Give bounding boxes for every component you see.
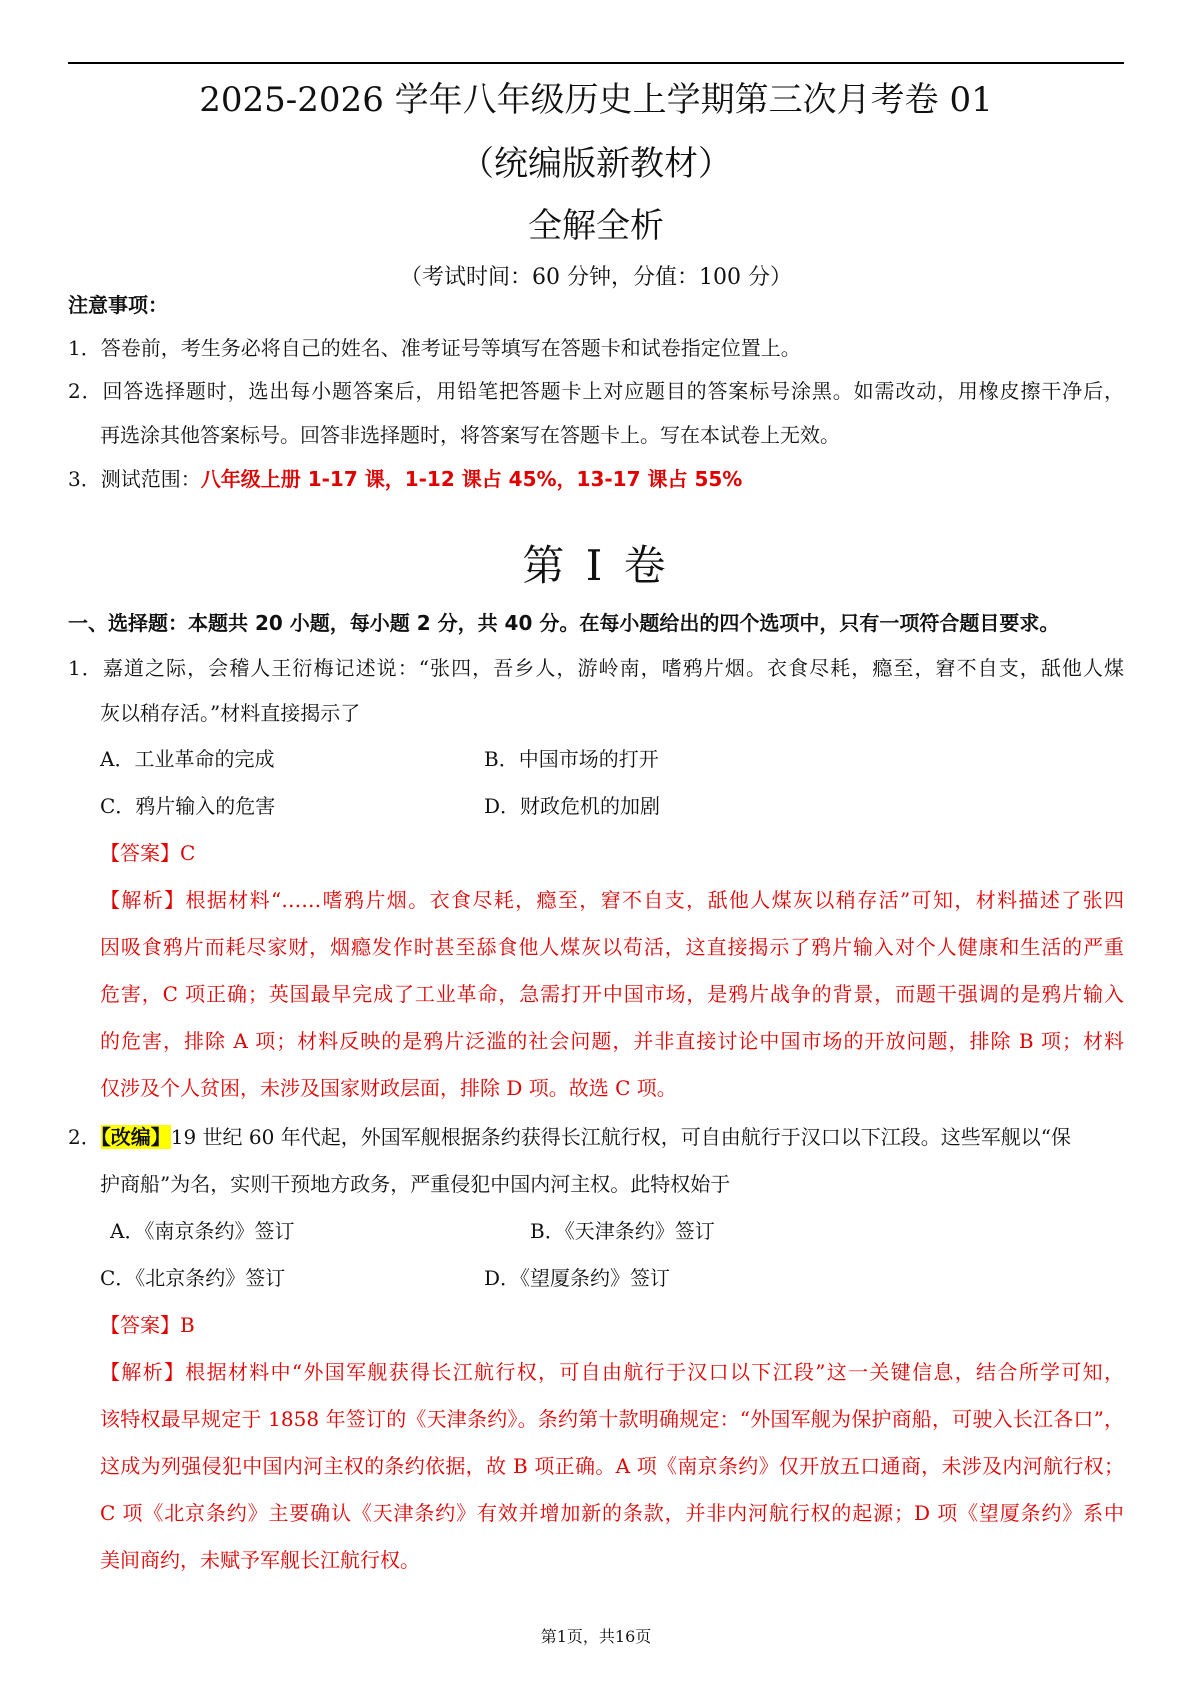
q1-stem-line-2: 灰以稍存活。”材料直接揭示了 bbox=[100, 701, 361, 725]
q1-analysis-line-4: 的危害，排除 A 项；材料反映的是鸦片泛滥的社会问题，并非直接讨论中国市场的开放问题，排除 B 项；材料 bbox=[100, 1029, 1124, 1053]
q1-option-a: A．工业革命的完成 bbox=[100, 747, 275, 771]
notice-item-3 bbox=[68, 464, 1124, 494]
volume-title: 第 I 卷 bbox=[522, 541, 670, 590]
q2-adapted-tag: 【改编】 bbox=[100, 1125, 171, 1149]
q2-option-d: D．《望厦条约》签订 bbox=[484, 1266, 671, 1290]
notice-item-3-prefix: 3．测试范围： bbox=[68, 467, 201, 491]
q1-answer: 【答案】C bbox=[100, 841, 196, 865]
q1-analysis-line-3: 危害，C 项正确；英国最早完成了工业革命，急需打开中国市场，是鸦片战争的背景，而题干强调的是鸦片输入 bbox=[100, 982, 1124, 1006]
q2-stem-text: 19 世纪 60 年代起，外国军舰根据条约获得长江航行权，可自由航行于汉口以下江段。这些军舰以“保 bbox=[170, 1125, 1071, 1149]
q1-option-b: B．中国市场的打开 bbox=[484, 747, 659, 771]
notice-item-1: 1．答卷前，考生务必将自己的姓名、准考证号等填写在答题卡和试卷指定位置上。 bbox=[68, 336, 801, 360]
q1-stem-line-1: 1．嘉道之际，会稽人王衍梅记述说：“张四，吾乡人，游岭南，嗜鸦片烟。衣食尽耗，瘾至，窘不自支，舐他人煤 bbox=[68, 656, 1124, 680]
test-range: 八年级上册 1-17 课，1-12 课占 45%，13-17 课占 55% bbox=[200, 467, 743, 491]
exam-info: （考试时间：60 分钟，分值：100 分） bbox=[400, 265, 792, 290]
q1-option-c: C．鸦片输入的危害 bbox=[100, 794, 276, 818]
analysis-title: 全解全析 bbox=[528, 206, 664, 246]
header-rule bbox=[68, 62, 1124, 64]
notice-item-2-line-1: 2．回答选择题时，选出每小题答案后，用铅笔把答题卡上对应题目的答案标号涂黑。如需改动，用橡皮擦干净后， bbox=[68, 379, 1124, 403]
q1-analysis-line-2: 因吸食鸦片而耗尽家财，烟瘾发作时甚至舔食他人煤灰以苟活，这直接揭示了鸦片输入对个人健康和生活的严重 bbox=[100, 935, 1124, 959]
section-instructions: 一、选择题：本题共 20 小题，每小题 2 分，共 40 分。在每小题给出的四个选项中，只有一项符合题目要求。 bbox=[68, 611, 1060, 635]
q1-analysis-line-5: 仅涉及个人贫困，未涉及国家财政层面，排除 D 项。故选 C 项。 bbox=[100, 1076, 677, 1100]
page-title: 2025-2026 学年八年级历史上学期第三次月考卷 01 bbox=[199, 80, 993, 120]
q1-option-d: D．财政危机的加剧 bbox=[484, 794, 661, 818]
notice-heading: 注意事项： bbox=[68, 293, 168, 317]
q2-stem-line-1 bbox=[68, 1122, 1124, 1152]
q2-analysis-line-3: 这成为列强侵犯中国内河主权的条约依据，故 B 项正确。A 项《南京条约》仅开放五口通商，未涉及内河航行权； bbox=[100, 1454, 1124, 1478]
q1-analysis-line-1: 【解析】根据材料“……嗜鸦片烟。衣食尽耗，瘾至，窘不自支，舐他人煤灰以稍存活”可知，材料描述了张四 bbox=[100, 888, 1124, 912]
q2-analysis-line-4: C 项《北京条约》主要确认《天津条约》有效并增加新的条款，并非内河航行权的起源；D 项《望厦条约》系中 bbox=[100, 1501, 1124, 1525]
q2-analysis-line-1: 【解析】根据材料中“外国军舰获得长江航行权，可自由航行于汉口以下江段”这一关键信息，结合所学可知， bbox=[100, 1360, 1124, 1384]
notice-item-2-line-2: 再选涂其他答案标号。回答非选择题时，将答案写在答题卡上。写在本试卷上无效。 bbox=[100, 423, 840, 447]
q2-option-b: B．《天津条约》签订 bbox=[530, 1219, 715, 1243]
q2-option-a: A．《南京条约》签订 bbox=[110, 1219, 295, 1243]
q2-analysis-line-5: 美间商约，未赋予军舰长江航行权。 bbox=[100, 1548, 420, 1572]
q2-answer: 【答案】B bbox=[100, 1313, 195, 1337]
q2-stem-line-2: 护商船”为名，实则干预地方政务，严重侵犯中国内河主权。此特权始于 bbox=[100, 1172, 731, 1196]
q2-analysis-line-2: 该特权最早规定于 1858 年签订的《天津条约》。条约第十款明确规定：“外国军舰为保护商船，可驶入长江各口”， bbox=[100, 1407, 1124, 1431]
edition-subtitle: （统编版新教材） bbox=[460, 144, 732, 184]
q2-option-c: C．《北京条约》签订 bbox=[100, 1266, 286, 1290]
page-footer: 第1页，共16页 bbox=[540, 1627, 652, 1646]
q2-number: 2． bbox=[68, 1125, 101, 1149]
